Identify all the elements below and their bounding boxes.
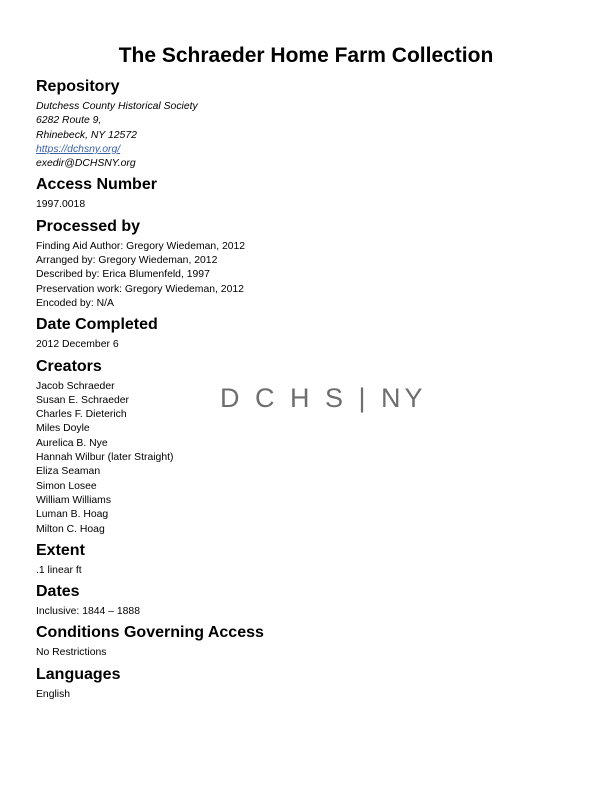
dates-value: Inclusive: 1844 – 1888 [36,606,140,618]
access-number-section [36,174,576,212]
date-completed-heading: Date Completed [36,316,158,334]
dates-section [36,581,576,619]
creator-name: Hannah Wilbur (later Straight) [36,452,174,464]
date-completed-value: 2012 December 6 [36,339,119,351]
dates-heading: Dates [36,583,80,601]
languages-section [36,664,576,702]
date-completed-section [36,314,576,352]
creator-name: Milton C. Hoag [36,523,105,535]
repository-body [36,100,576,171]
access-number-heading: Access Number [36,176,157,194]
creator-name: Simon Losee [36,480,97,492]
access-number-value: 1997.0018 [36,199,86,211]
creator-name: Eliza Seaman [36,466,101,478]
conditions-heading: Conditions Governing Access [36,624,264,642]
processed-by-line: Finding Aid Author: Gregory Wiedeman, 2012 [36,240,246,252]
processed-by-line: Arranged by: Gregory Wiedeman, 2012 [36,255,218,267]
repository-email: exedir@DCHSNY.org [36,158,136,170]
processed-by-line: Described by: Erica Blumenfeld, 1997 [36,269,210,281]
repository-street: 6282 Route 9, [36,115,102,127]
processed-by-line: Encoded by: N/A [36,297,114,309]
creator-name: Miles Doyle [36,423,90,435]
processed-by-section [36,216,576,311]
languages-heading: Languages [36,665,121,683]
creator-name: Susan E. Schraeder [36,394,129,406]
extent-value: .1 linear ft [36,564,82,576]
creator-name: William Williams [36,494,112,506]
conditions-value: No Restrictions [36,647,107,659]
extent-section [36,540,576,578]
languages-value: English [36,688,71,700]
dchs-watermark: D C H S | NY [220,383,427,413]
creator-name: Luman B. Hoag [36,509,109,521]
repository-heading: Repository [36,78,120,95]
creator-name: Charles F. Dieterich [36,409,127,421]
repository-name: Dutchess County Historical Society [36,101,198,112]
repository-website-link[interactable]: https://dchsny.org/ [36,143,121,155]
processed-by-line: Preservation work: Gregory Wiedeman, 2012 [36,283,244,295]
repository-section [36,76,576,171]
conditions-section [36,622,576,660]
processed-by-heading: Processed by [36,217,141,235]
extent-heading: Extent [36,541,85,559]
page-title: The Schraeder Home Farm Collection [118,44,494,67]
creators-heading: Creators [36,357,102,375]
creator-name: Jacob Schraeder [36,380,115,392]
creator-name: Aurelica B. Nye [36,437,108,449]
repository-city: Rhinebeck, NY 12572 [36,129,137,141]
